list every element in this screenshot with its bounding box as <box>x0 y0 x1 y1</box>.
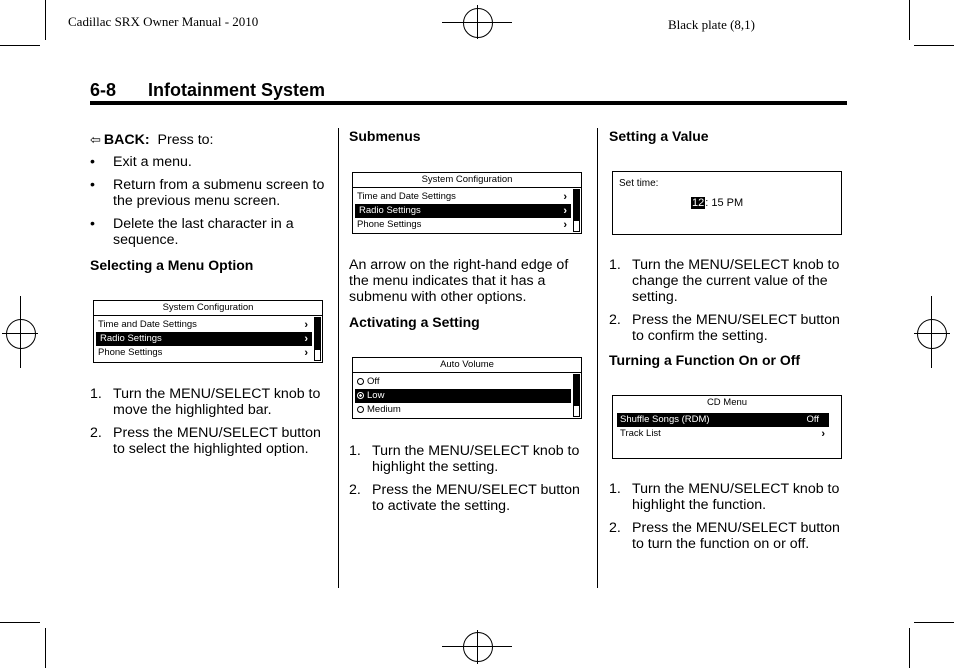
minute-field: : 15 PM <box>705 197 744 209</box>
chevron-right-icon: › <box>304 319 308 331</box>
column-1-steps <box>90 386 330 457</box>
radio-selected-icon <box>357 392 364 399</box>
cd-menu-screen <box>612 395 842 459</box>
menu-item-selected: Radio Settings › <box>355 204 571 218</box>
screen-title: CD Menu <box>706 397 748 408</box>
list-item: • Exit a menu. <box>90 154 192 170</box>
list-item: 1. Turn the MENU/SELECT knob to change the current value of the setting. <box>609 257 840 305</box>
chevron-right-icon: › <box>563 205 567 217</box>
column-3-steps-2 <box>609 481 849 552</box>
heading-setting-value: Setting a Value <box>609 128 709 144</box>
set-time-screen <box>612 171 842 235</box>
set-time-label: Set time: <box>619 178 659 189</box>
heading-activating-setting: Activating a Setting <box>349 314 480 330</box>
screen-title: System Configuration <box>94 301 322 316</box>
list-item: 1. Turn the MENU/SELECT knob to highlight the function. <box>609 481 840 513</box>
menu-item-selected: Radio Settings › <box>96 332 312 346</box>
list-item: 2. Press the MENU/SELECT button to turn the function on or off. <box>609 520 840 552</box>
section-name: Infotainment System <box>148 80 326 100</box>
crop-mark <box>909 628 910 668</box>
list-item: 1. Turn the MENU/SELECT knob to move the highlighted bar. <box>90 386 321 418</box>
paragraph-arrow-submenu: An arrow on the right-hand edge of the menu indicates that it has a submenu with other options. <box>349 257 569 305</box>
heading-submenus: Submenus <box>349 128 421 144</box>
scrollbar <box>314 317 321 361</box>
menu-item: Time and Date Settings › <box>357 191 567 203</box>
menu-item-selected: Shuffle Songs (RDM) Off <box>617 413 829 427</box>
crop-mark <box>914 622 954 623</box>
crop-mark <box>45 628 46 668</box>
screen-title: System Configuration <box>353 173 581 188</box>
back-label: BACK: <box>103 132 150 148</box>
list-item: 2. Press the MENU/SELECT button to confirm the setting. <box>609 312 840 344</box>
menu-item: Track List › <box>620 428 825 440</box>
menu-screen-system-configuration <box>93 300 323 363</box>
radio-unselected-icon <box>357 406 364 413</box>
back-text: Press to: <box>157 132 214 148</box>
menu-screen-auto-volume <box>352 357 582 419</box>
radio-option: Off <box>353 375 571 389</box>
section-rule <box>90 101 847 105</box>
chevron-right-icon: › <box>304 333 308 345</box>
menu-screen-submenus <box>352 172 582 234</box>
menu-item: Phone Settings › <box>98 347 308 359</box>
list-item: 1. Turn the MENU/SELECT knob to highlight the setting. <box>349 443 580 475</box>
scrollbar <box>573 189 580 232</box>
list-item: • Delete the last character in a sequence. <box>90 216 294 248</box>
list-item: 2. Press the MENU/SELECT button to select the highlighted option. <box>90 425 321 457</box>
column-3 <box>609 128 849 144</box>
radio-option: Medium <box>353 403 571 417</box>
radio-unselected-icon <box>357 378 364 385</box>
crop-mark <box>45 0 46 40</box>
bullet-mark: • <box>90 177 95 193</box>
screen-title: Auto Volume <box>353 358 581 373</box>
hour-field: 12 <box>692 197 705 209</box>
manual-title: Cadillac SRX Owner Manual - 2010 <box>68 14 259 29</box>
chevron-right-icon: › <box>821 428 825 440</box>
list-item: 2. Press the MENU/SELECT button to activate the setting. <box>349 482 580 514</box>
section-number: 6-8 <box>90 80 117 100</box>
menu-item: Time and Date Settings › <box>98 319 308 331</box>
crop-mark <box>0 45 40 46</box>
list-item: • Return from a submenu screen to the previous menu screen. <box>90 177 325 209</box>
heading-selecting-menu-option: Selecting a Menu Option <box>90 257 254 273</box>
crop-mark <box>909 0 910 40</box>
column-divider <box>597 128 598 588</box>
column-2-steps <box>349 443 589 514</box>
chevron-right-icon: › <box>563 191 567 203</box>
crop-mark <box>0 622 40 623</box>
scrollbar <box>573 374 580 417</box>
column-divider <box>338 128 339 588</box>
menu-item: Phone Settings › <box>357 219 567 231</box>
bullet-mark: • <box>90 216 95 232</box>
bullet-mark: • <box>90 154 95 170</box>
crop-mark <box>914 45 954 46</box>
back-line <box>90 132 330 148</box>
column-1 <box>90 128 330 273</box>
time-value <box>691 197 743 209</box>
back-arrow-icon: ⇦ <box>90 132 101 147</box>
column-3-steps <box>609 257 849 368</box>
column-2-text <box>349 257 589 330</box>
chevron-right-icon: › <box>563 219 567 231</box>
chevron-right-icon: › <box>304 347 308 359</box>
toggle-value: Off <box>806 414 819 425</box>
column-2 <box>349 128 589 144</box>
radio-option-selected: Low <box>355 389 571 403</box>
heading-turning-function: Turning a Function On or Off <box>609 352 801 368</box>
plate-label: Black plate (8,1) <box>668 17 755 32</box>
section-title <box>90 80 325 101</box>
